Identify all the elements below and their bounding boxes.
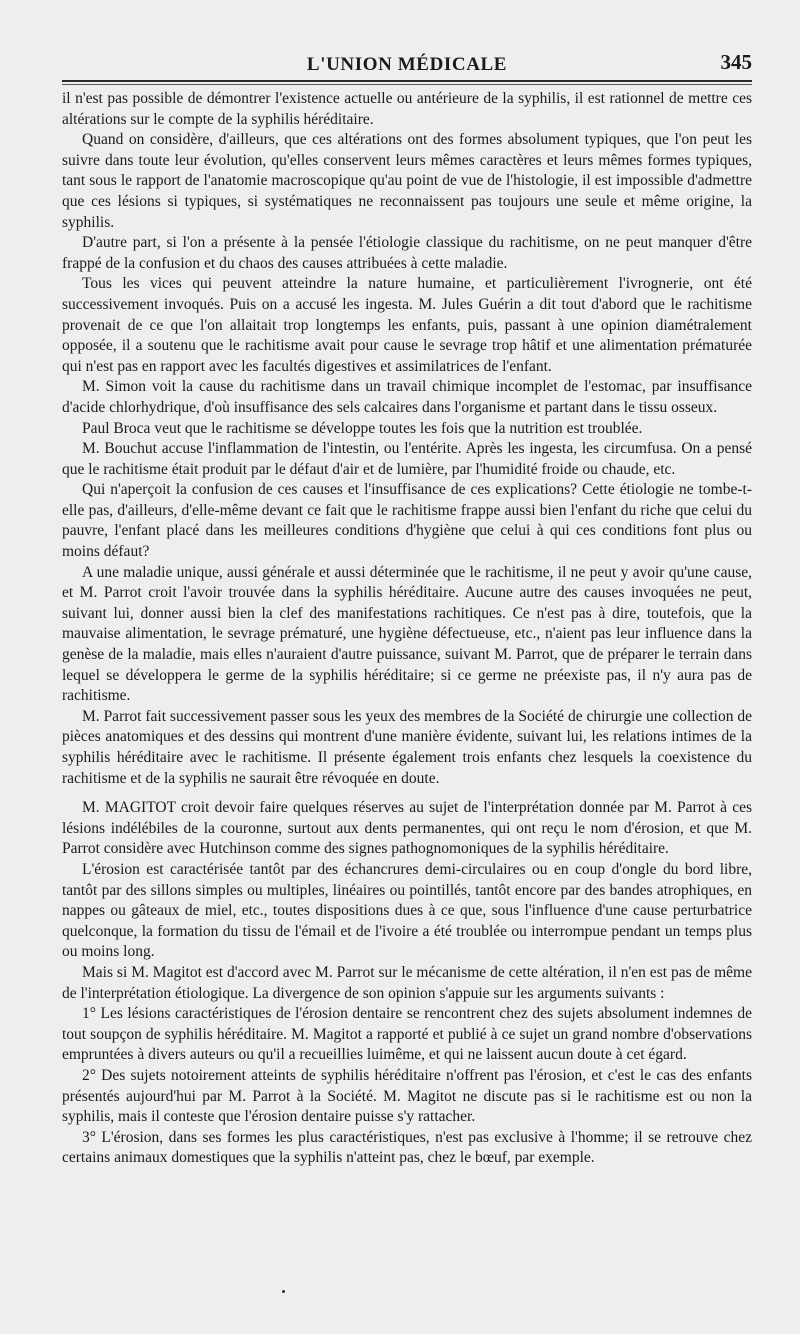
paragraph: il n'est pas possible de démontrer l'existence actuelle ou antérieure de la syphilis, il est rationnel de mettre ces altérations sur le compte de la syphilis héréditaire.: [62, 90, 752, 128]
paragraph: Paul Broca veut que le rachitisme se développe toutes les fois que la nutrition est troublée.: [82, 419, 643, 437]
header-rule-thin: [62, 84, 752, 85]
paragraph: 1° Les lésions caractéristiques de l'érosion dentaire se rencontrent chez des sujets absolument indemnes de tout soupçon de syphilis héréditaire. M. Magitot a rapporté et publié à ce sujet un grand nombre d'observations empruntées à divers auteurs ou qu'il a recueillies luimême, et qui ne laissent aucun doute à cet égard.: [62, 1005, 752, 1064]
paragraph: M. MAGITOT croit devoir faire quelques réserves au sujet de l'interprétation donnée par M. Parrot à ces lésions indélébiles de la couronne, surtout aux dents permanentes, qui ont reçu le nom d'érosion, et que M. Parrot considère avec Hutchinson comme des signes pathognomoniques de la syphilis héréditaire.: [62, 799, 752, 858]
paragraph: 2° Des sujets notoirement atteints de syphilis héréditaire n'offrent pas l'érosion, et c'est le cas des enfants présentés aujourd'hui par M. Parrot à la Société. M. Magitot ne discute pas si le rachitisme est ou non la syphilis, mais il conteste que l'érosion dentaire puisse s'y rattacher.: [62, 1066, 752, 1126]
paragraph: Mais si M. Magitot est d'accord avec M. Parrot sur le mécanisme de cette altération, il n'en est pas de même de l'interprétation étiologique. La divergence de son opinion s'appuie sur les arguments suivants :: [62, 963, 752, 1002]
header-rule: [62, 80, 752, 82]
page-header: [62, 46, 752, 80]
journal-page: [62, 46, 752, 1169]
paragraph: A une maladie unique, aussi générale et aussi déterminée que le rachitisme, il ne peut y avoir qu'une cause, et M. Parrot croit l'avoir trouvée dans la syphilis héréditaire. Aucune autre des causes invoquées ne peut, suivant lui, donner aussi bien la clef des manifestations rachitiques. Ce n'est pas à dire, toutefois, que la mauvaise alimentation, le sevrage prématuré, une hygiène défectueuse, etc., n'aient pas leur influence dans la genèse de la maladie, mais elles n'auraient d'autre puissance, suivant M. Parrot, que de préparer le terrain dans lequel se développera le germe de la syphilis héréditaire; si ce germe ne préexiste pas, il n'y aura pas de rachitisme.: [62, 563, 752, 705]
running-title: L'UNION MÉDICALE: [306, 54, 508, 75]
paragraph: Qui n'aperçoit la confusion de ces causes et l'insuffisance de ces explications? Cette étiologie ne tombe-t-elle pas, d'ailleurs, d'elle-même devant ce fait que le rachitisme frappe aussi bien l'enfant du riche que celui du pauvre, l'enfant placé dans les meilleures conditions d'hygiène que celui à qui ces conditions font plus ou moins défaut?: [62, 481, 752, 561]
paragraph: 3° L'érosion, dans ses formes les plus caractéristiques, n'est pas exclusive à l'homme; il se retrouve chez certains animaux domestiques que la syphilis n'atteint pas, chez le bœuf, par exemple.: [62, 1128, 752, 1167]
paragraph: Tous les vices qui peuvent atteindre la nature humaine, et particulièrement l'ivrognerie, ont été successivement invoqués. Puis on a accusé les ingesta. M. Jules Guérin a dit tout d'abord que le rachitisme provenait de ce que l'on allaitait trop longtemps les enfants, puis, passant à une opinion diamétralement opposée, il a soutenu que le rachitisme avait pour cause le sevrage trop hâtif et une alimentation prématurée qui n'est pas en rapport avec les facultés digestives et assimilatrices de l'enfant.: [62, 275, 752, 375]
page-number: 345: [720, 50, 752, 74]
paragraph: L'érosion est caractérisée tantôt par des échancrures demi-circulaires ou en coup d'ongle du bord libre, tantôt par des sillons simples ou multiples, linéaires ou pointillés, tantôt encore par des bandes atrophiques, en nappes ou gâteaux de miel, etc., toutes dispositions dues à ce que, sous l'influence d'une cause perturbatrice quelconque, la formation du tissu de l'émail et de l'ivoire a été troublée ou interrompue pendant un temps plus ou moins long.: [62, 860, 752, 961]
paragraph: M. Bouchut accuse l'inflammation de l'intestin, ou l'entérite. Après les ingesta, les circumfusa. On a pensé que le rachitisme était produit par le défaut d'air et de lumière, par l'humidité froide ou chaude, etc.: [62, 440, 752, 478]
paragraph: M. Simon voit la cause du rachitisme dans un travail chimique incomplet de l'estomac, par insuffisance d'acide chlorhydrique, d'où insuffisance des sels calcaires dans l'organisme et partant dans le tissu osseux.: [62, 378, 752, 416]
paragraph: Quand on considère, d'ailleurs, que ces altérations ont des formes absolument typiques, que l'on peut les suivre dans toute leur évolution, qu'elles conservent leurs mêmes caractères et leurs mêmes formes typiques, tant sous le rapport de l'anatomie macroscopique qu'au point de vue de l'histologie, il est impossible d'admettre que ces lésions si typiques, si systématiques ne reconnaissent pas toujours une seule et même origine, la syphilis.: [62, 131, 752, 231]
paragraph: D'autre part, si l'on a présente à la pensée l'étiologie classique du rachitisme, on ne peut manquer d'être frappé de la confusion et du chaos des causes attribuées à cette maladie.: [62, 234, 752, 272]
article-body: [62, 89, 752, 1169]
paragraph: M. Parrot fait successivement passer sous les yeux des membres de la Société de chirurgie une collection de pièces anatomiques et des dessins qui montrent d'une manière évidente, suivant lui, les relations intimes de la syphilis héréditaire avec le rachitisme. Il présente également trois enfants chez lesquels la coexistence du rachitisme et de la syphilis ne saurait être révoquée en doute.: [62, 707, 752, 787]
ink-dot: [282, 1290, 285, 1293]
